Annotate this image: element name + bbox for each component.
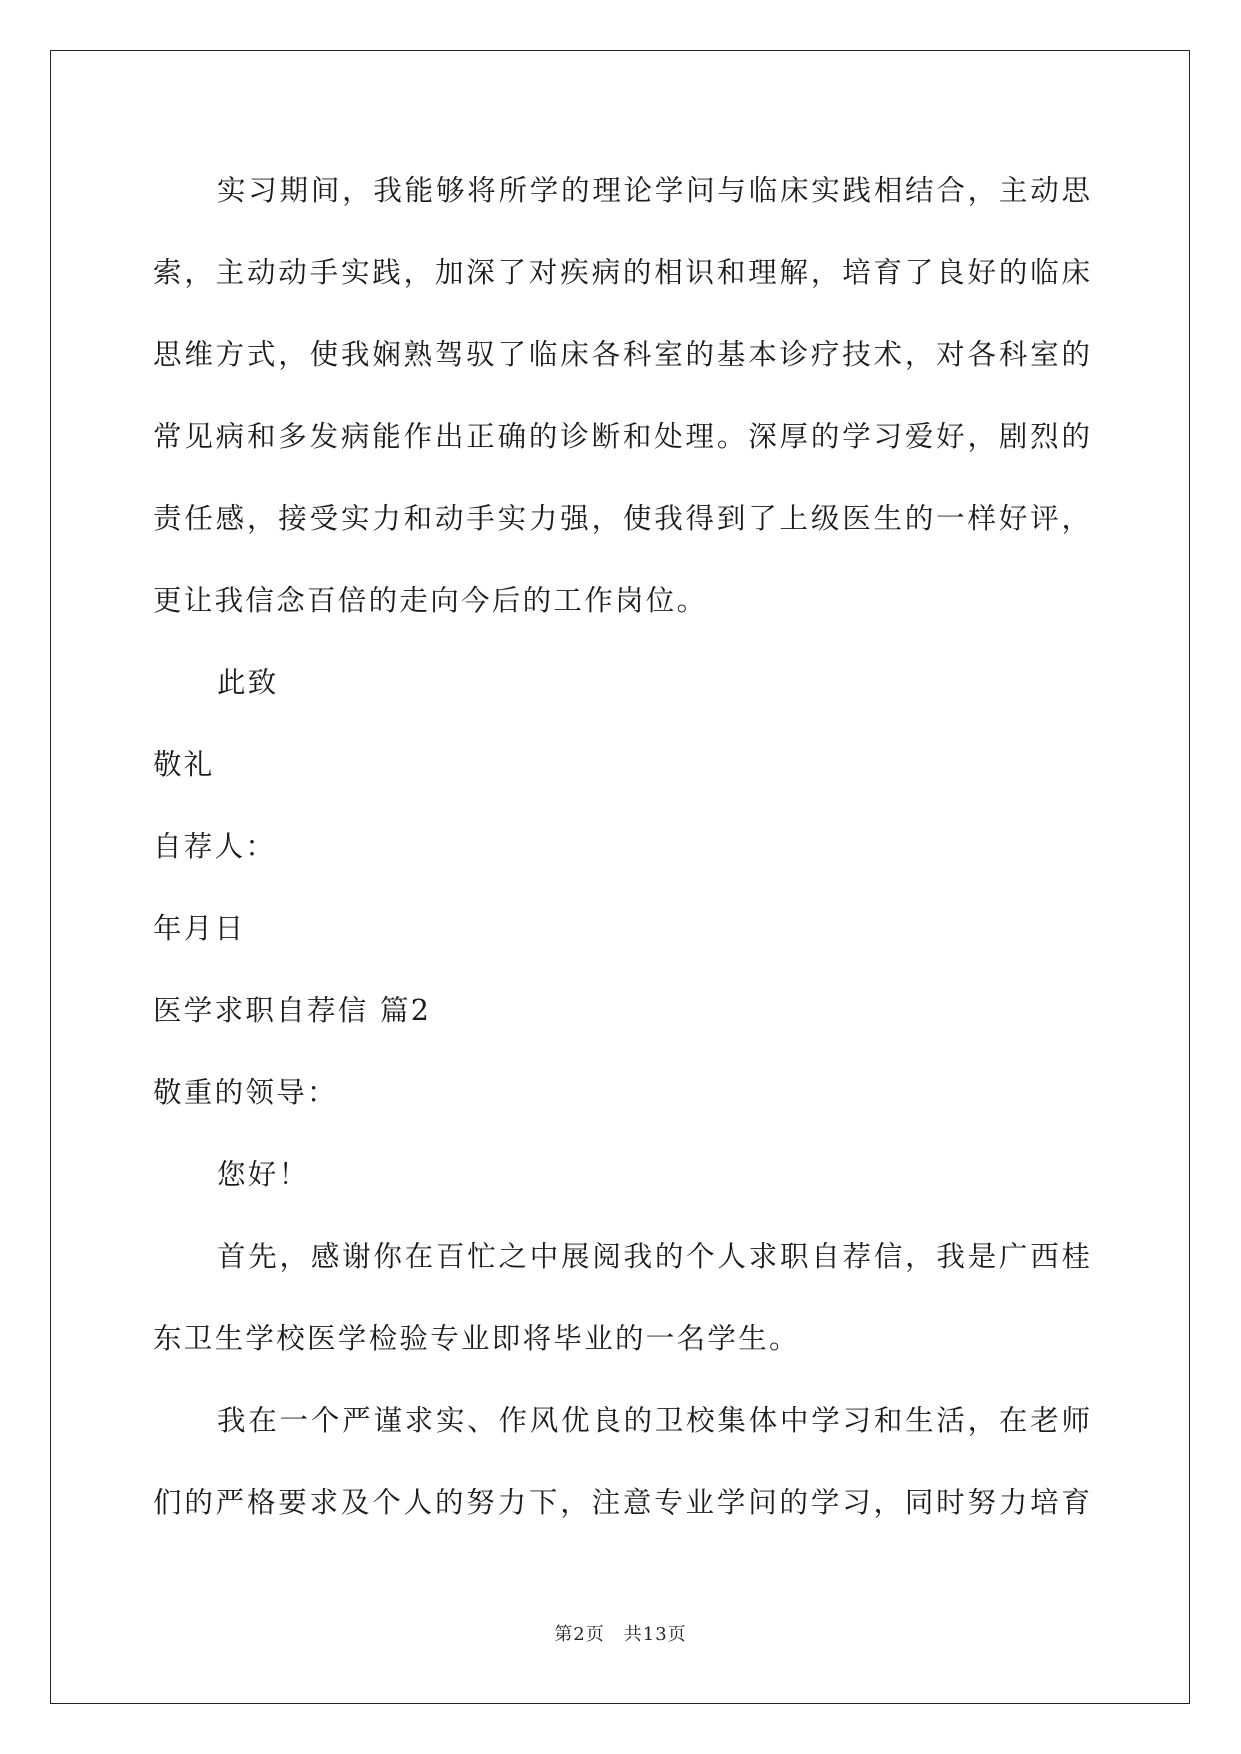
paragraph-internship-line-2: 索，主动动手实践，加深了对疾病的相识和理解，培育了良好的临床 [153,256,1090,289]
closing-regards: 敬礼 [153,748,215,781]
paragraph-intro-line-2: 东卫生学校医学检验专业即将毕业的一名学生。 [153,1322,800,1355]
paragraph-internship-line-3: 思维方式，使我娴熟驾驭了临床各科室的基本诊疗技术，对各科室的 [153,338,1090,371]
paragraph-intro-line-1: 首先，感谢你在百忙之中展阅我的个人求职自荐信，我是广西桂 [217,1240,1090,1273]
paragraph-internship-line-4: 常见病和多发病能作出正确的诊断和处理。深厚的学习爱好，剧烈的 [153,420,1090,453]
section-title: 医学求职自荐信 篇2 [153,994,432,1027]
signature-label: 自荐人： [153,830,277,863]
letter-greeting: 敬重的领导： [153,1076,338,1109]
paragraph-internship-line-1: 实习期间，我能够将所学的理论学问与临床实践相结合，主动思 [217,174,1090,207]
paragraph-study-line-2: 们的严格要求及个人的努力下，注意专业学问的学习，同时努力培育 [153,1486,1090,1519]
date-label: 年月日 [153,912,246,945]
paragraph-internship-line-5: 责任感，接受实力和动手实力强，使我得到了上级医生的一样好评， [153,502,1090,535]
page-footer: 第2页 共13页 [554,1624,687,1645]
document-body [153,150,1090,1544]
paragraph-study-line-1: 我在一个严谨求实、作风优良的卫校集体中学习和生活，在老师 [217,1404,1090,1437]
paragraph-internship-line-6: 更让我信念百倍的走向今后的工作岗位。 [153,584,708,617]
letter-hello: 您好！ [217,1158,310,1191]
closing-salutation: 此致 [217,666,279,699]
